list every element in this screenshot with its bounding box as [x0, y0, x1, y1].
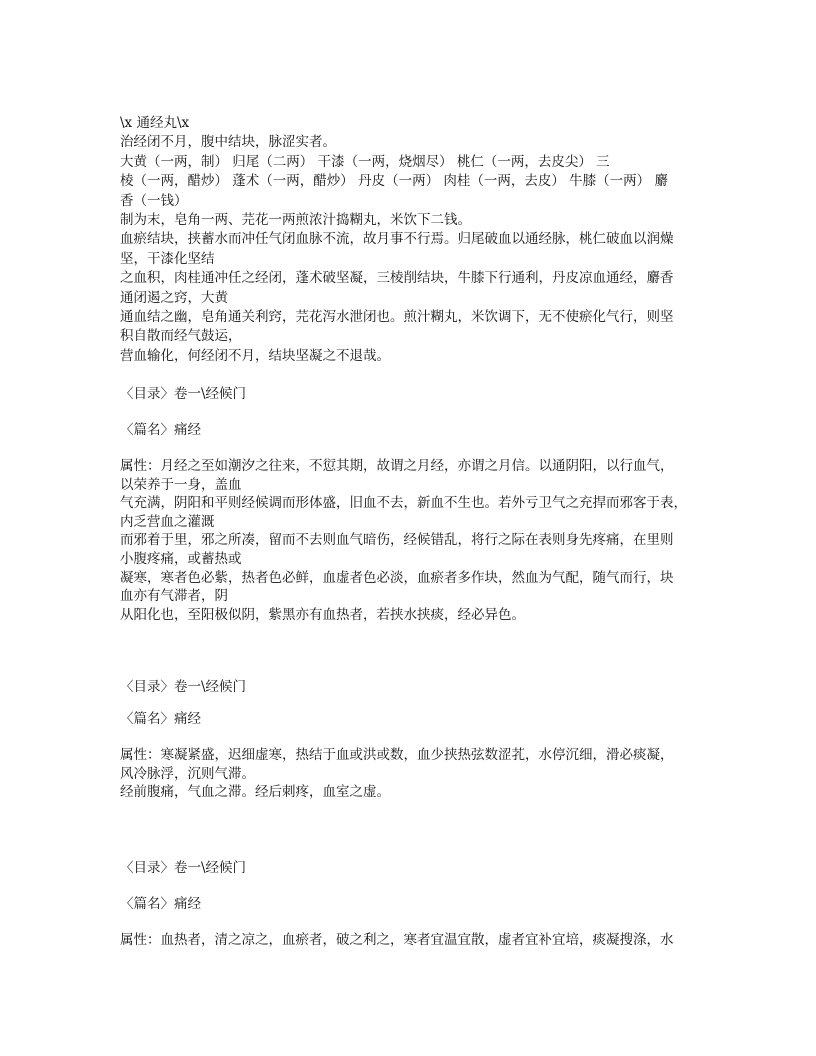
text-line: 经前腹痛，气血之滞。经后刺疼，血室之虚。: [120, 784, 390, 801]
text-line: 属性：寒凝紧盛，迟细虚寒，热结于血或洪或数，血少挟热弦数涩芤，水停沉细，滑必痰凝，: [120, 747, 674, 763]
text-line: 积自散而经气鼓运，: [120, 328, 242, 345]
chapter-text: 〈篇名〉痛经: [120, 896, 201, 912]
text-line: 之血积，肉桂通冲任之经闭，蓬术破坚凝，三棱削结块，牛膝下行通利，丹皮凉血通经，麝香: [120, 270, 674, 287]
recipe-title: \x 通经丸\x: [120, 115, 190, 131]
section-body: [120, 931, 674, 950]
catalog-text: 〈目录〉卷一\经候门: [120, 679, 247, 695]
text-line: 小腹疼痛，或蓄热或: [120, 550, 242, 567]
chapter-heading: [120, 421, 201, 440]
recipe-block: [120, 114, 674, 366]
text-line: 通闭遏之窍，大黄: [120, 289, 228, 306]
catalog-heading: [120, 678, 246, 697]
section-body: [120, 457, 687, 624]
text-line: 通血结之幽，皂角通关利窍，芫花泻水泄闭也。煎汁糊丸，米饮调下，无不使瘀化气行，则坚: [120, 308, 674, 325]
section-body: [120, 746, 674, 802]
text-line: 而邪着于里，邪之所凑，留而不去则血气暗伤，经候错乱，将行之际在表则身先疼痛，在里则: [120, 532, 674, 549]
chapter-text: 〈篇名〉痛经: [120, 422, 201, 438]
text-line: 血瘀结块，挟蓄水而冲任气闭血脉不流，故月事不行焉。归尾破血以通经脉，桃仁破血以润燥: [120, 231, 674, 248]
text-line: 血亦有气滞者，阴: [120, 588, 228, 605]
text-line: 大黄（一两，制） 归尾（二两） 干漆（一两，烧烟尽） 桃仁（一两，去皮尖） 三: [120, 153, 610, 170]
chapter-heading: [120, 895, 201, 914]
catalog-text: 〈目录〉卷一\经候门: [120, 386, 247, 402]
text-line: 制为末，皂角一两、芫花一两煎浓汁捣糊丸，米饮下二钱。: [120, 211, 471, 228]
text-line: 以荣养于一身，盖血: [120, 476, 242, 493]
catalog-text: 〈目录〉卷一\经候门: [120, 860, 247, 876]
chapter-heading: [120, 710, 201, 729]
text-line: 风冷脉浮，沉则气滞。: [120, 765, 255, 782]
text-line: 棱（一两，醋炒） 蓬术（一两，醋炒） 丹皮（一两） 肉桂（一两，去皮） 牛膝（一两） 麝: [120, 173, 668, 190]
text-line: 治经闭不月，腹中结块，脉涩实者。: [120, 134, 336, 151]
text-line: 从阳化也，至阳极似阴，紫黑亦有血热者，若挟水挟痰，经必异色。: [120, 606, 525, 623]
text-line: 气充满，阴阳和平则经候调而形体盛，旧血不去，新血不生也。若外亏卫气之充捍而邪客于表，: [120, 495, 687, 512]
catalog-heading: [120, 385, 246, 404]
text-line: 属性：月经之至如潮汐之往来，不愆其期，故谓之月经，亦谓之月信。以通阴阳，以行血气，: [120, 458, 674, 474]
catalog-heading: [120, 859, 246, 878]
text-line: 香（一钱）: [120, 192, 188, 209]
chapter-text: 〈篇名〉痛经: [120, 711, 201, 727]
text-line: 凝寒，寒者色必紫，热者色必鲜，血虚者色必淡，血瘀者多作块，然血为气配，随气而行，块: [120, 569, 674, 586]
text-line: 营血输化，何经闭不月，结块坚凝之不退哉。: [120, 347, 390, 364]
text-line: 内乏营血之灌溉: [120, 513, 215, 530]
text-line: 属性：血热者，清之凉之，血瘀者，破之利之，寒者宜温宜散，虚者宜补宜培，痰凝搜涤，水: [120, 932, 674, 948]
text-line: 坚，干漆化坚结: [120, 250, 215, 267]
